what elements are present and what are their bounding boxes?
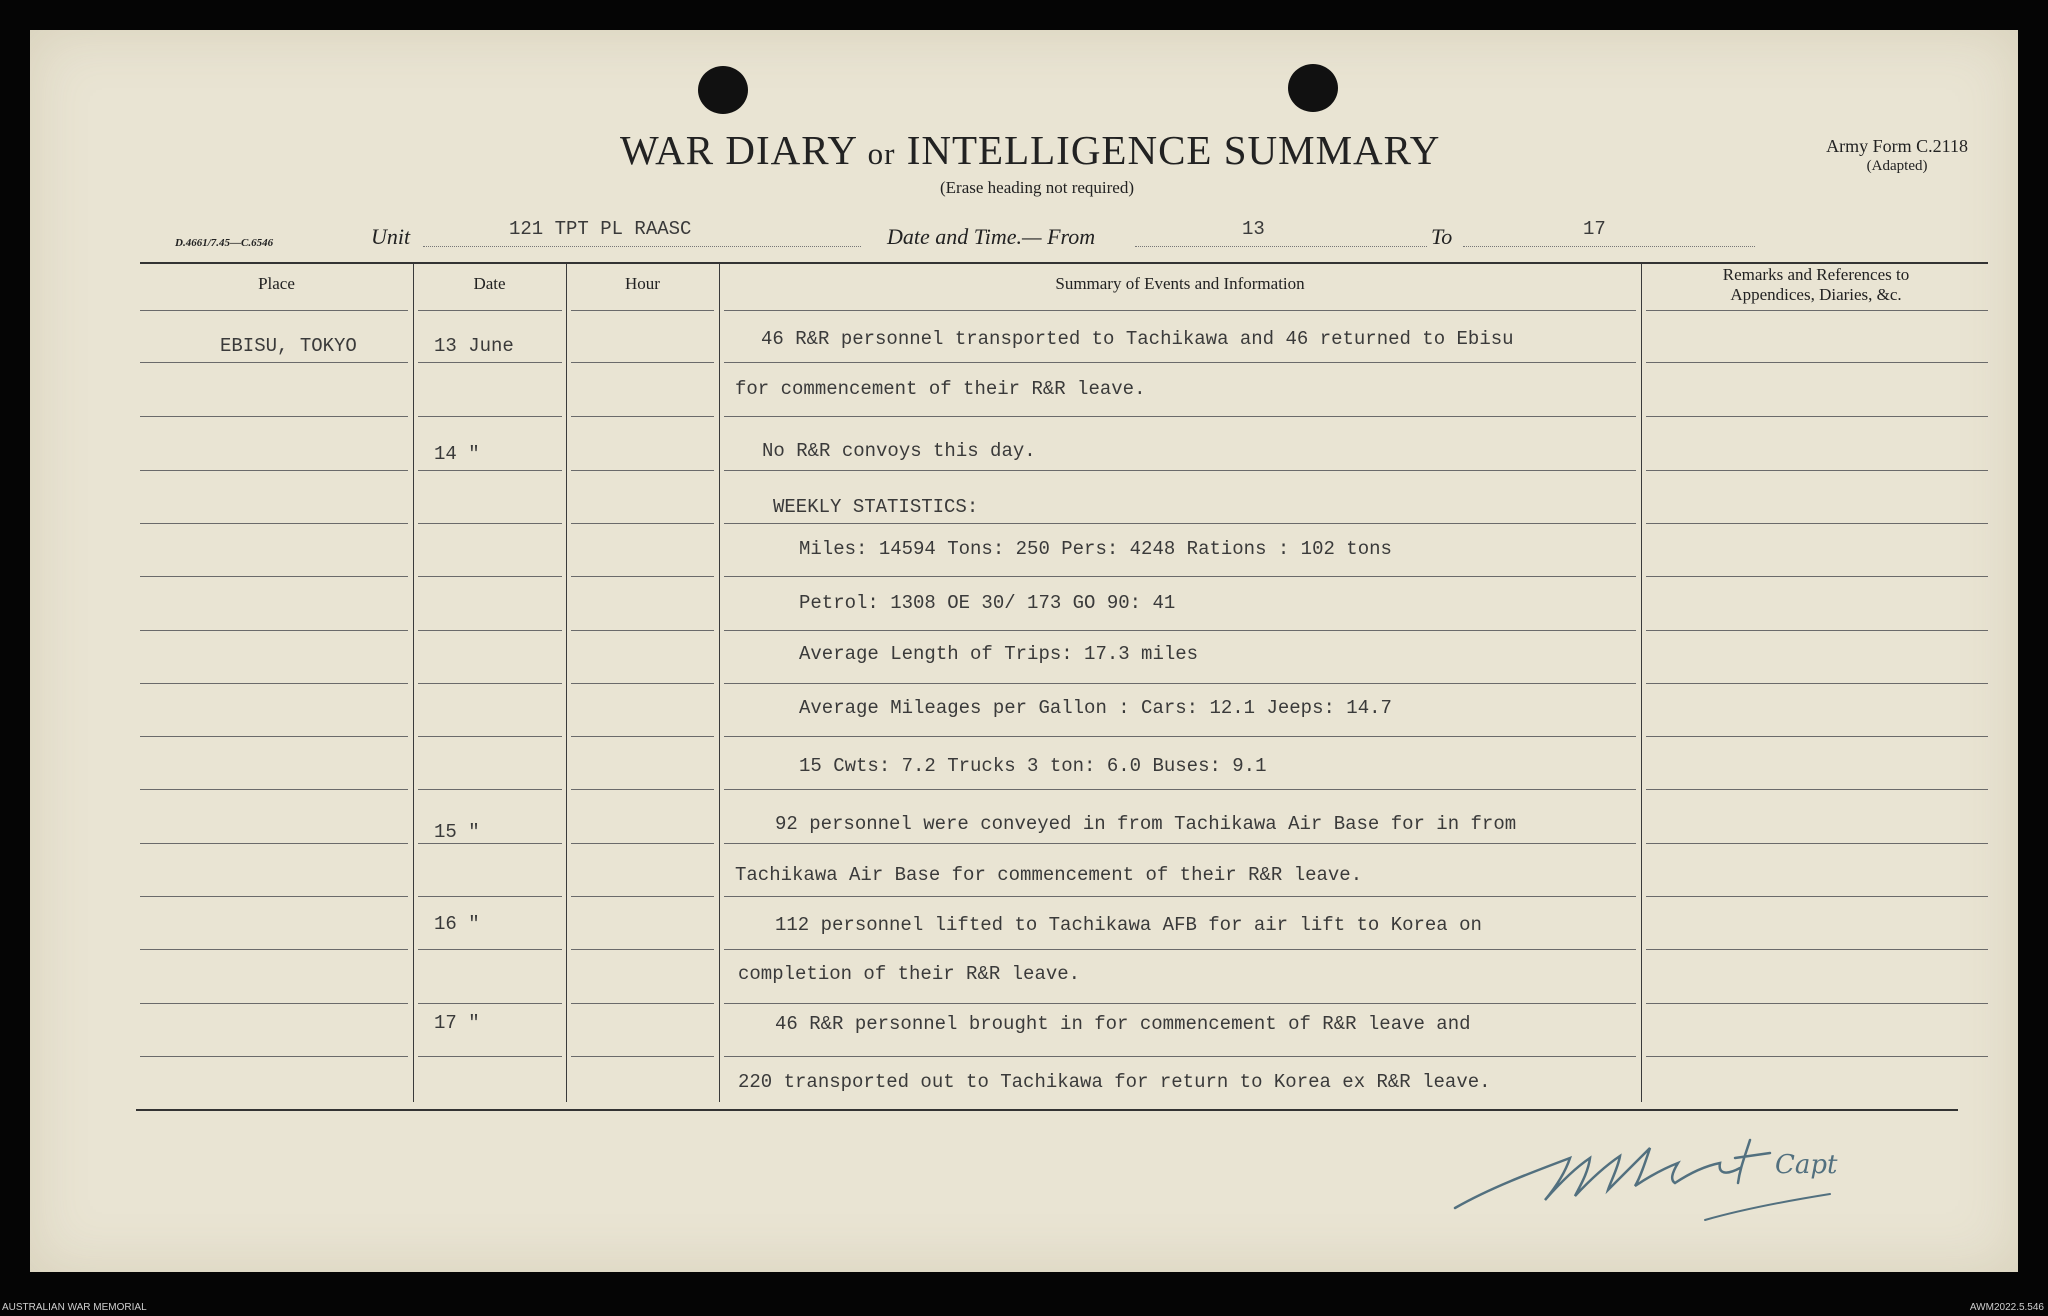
row-rule (724, 949, 1636, 950)
row-rule (418, 1056, 562, 1057)
row-rule (571, 1056, 714, 1057)
row-rule (418, 789, 562, 790)
column-header-place: Place (258, 274, 295, 293)
row-rule (1646, 310, 1988, 311)
place-cell: EBISU, TOKYO (220, 335, 357, 357)
date-cell-14: 14 " (434, 443, 480, 465)
summary-line: 220 transported out to Tachikawa for return to Korea ex R&R leave. (738, 1071, 1491, 1093)
row-rule (724, 1003, 1636, 1004)
table-top-rule (140, 262, 1988, 264)
summary-line: completion of their R&R leave. (738, 963, 1081, 985)
row-rule (571, 310, 714, 311)
row-rule (140, 523, 408, 524)
column-header-hour: Hour (625, 274, 660, 293)
column-header-remarks: Remarks and References to Appendices, Diaries, &c. (1722, 265, 1910, 304)
row-rule (571, 949, 714, 950)
to-underline (1463, 246, 1755, 247)
summary-line: Tachikawa Air Base for commencement of their R&R leave. (735, 864, 1363, 886)
col-divider-summary (1641, 264, 1642, 1102)
row-rule (724, 683, 1636, 684)
row-rule (1646, 630, 1988, 631)
row-rule (571, 362, 714, 363)
date-time-from-label: Date and Time.— From (887, 224, 1096, 249)
row-rule (140, 789, 408, 790)
row-rule (1646, 949, 1988, 950)
row-rule (140, 949, 408, 950)
row-rule (418, 576, 562, 577)
unit-value: 121 TPT PL RAASC (509, 218, 692, 240)
row-rule (418, 416, 562, 417)
row-rule (1646, 736, 1988, 737)
row-rule (140, 683, 408, 684)
row-rule (571, 416, 714, 417)
row-rule (140, 1003, 408, 1004)
row-rule (1646, 896, 1988, 897)
summary-line: 46 R&R personnel transported to Tachikawa and 46 returned to Ebisu (761, 328, 1514, 350)
summary-line: for commencement of their R&R leave. (735, 378, 1146, 400)
signature (1450, 1128, 1850, 1228)
form-code: D.4661/7.45—C.6546 (175, 237, 274, 249)
subtitle: (Erase heading not required) (940, 178, 1134, 197)
from-underline (1135, 246, 1427, 247)
row-rule (1646, 843, 1988, 844)
row-rule (724, 470, 1636, 471)
summary-line: Petrol: 1308 OE 30/ 173 GO 90: 41 (799, 592, 1176, 614)
date-cell-16: 16 " (434, 913, 480, 935)
summary-line: 92 personnel were conveyed in from Tachikawa Air Base for in from (775, 813, 1517, 835)
row-rule (418, 523, 562, 524)
row-rule (1646, 576, 1988, 577)
punch-hole-left (698, 66, 748, 114)
row-rule (724, 576, 1636, 577)
row-rule (571, 843, 714, 844)
row-rule (1646, 1003, 1988, 1004)
row-rule (140, 362, 408, 363)
column-header-date: Date (473, 274, 506, 293)
row-rule (571, 789, 714, 790)
row-rule (1646, 789, 1988, 790)
row-rule (724, 310, 1636, 311)
row-rule (724, 789, 1636, 790)
document-title: WAR DIARY or INTELLIGENCE SUMMARY (620, 127, 1441, 173)
unit-underline (423, 246, 861, 247)
punch-hole-right (1288, 64, 1338, 112)
row-rule (418, 362, 562, 363)
from-value: 13 (1242, 218, 1265, 240)
column-header-summary: Summary of Events and Information (1055, 274, 1305, 293)
row-rule (724, 896, 1636, 897)
summary-line: Miles: 14594 Tons: 250 Pers: 4248 Rations : 102 tons (799, 538, 1392, 560)
table-bottom-rule (136, 1109, 1958, 1111)
row-rule (724, 736, 1636, 737)
unit-label: Unit (371, 224, 411, 249)
svg-text:Capt: Capt (1775, 1150, 1838, 1180)
to-label: To (1431, 224, 1453, 249)
row-rule (724, 1056, 1636, 1057)
row-rule (1646, 470, 1988, 471)
row-rule (140, 416, 408, 417)
row-rule (418, 683, 562, 684)
row-rule (418, 896, 562, 897)
row-rule (1646, 683, 1988, 684)
date-cell-15: 15 " (434, 821, 480, 843)
col-divider-date (566, 264, 567, 1102)
row-rule (418, 630, 562, 631)
row-rule (140, 630, 408, 631)
row-rule (1646, 362, 1988, 363)
weekly-statistics-heading: WEEKLY STATISTICS: (773, 496, 979, 518)
row-rule (724, 416, 1636, 417)
row-rule (571, 683, 714, 684)
summary-line: 46 R&R personnel brought in for commencement of R&R leave and (775, 1013, 1471, 1035)
row-rule (140, 576, 408, 577)
row-rule (571, 576, 714, 577)
date-cell-13: 13 June (434, 335, 514, 357)
row-rule (140, 736, 408, 737)
row-rule (140, 470, 408, 471)
summary-line: 112 personnel lifted to Tachikawa AFB for air lift to Korea on (775, 914, 1482, 936)
row-rule (724, 843, 1636, 844)
col-divider-place (413, 264, 414, 1102)
row-rule (571, 470, 714, 471)
to-value: 17 (1583, 218, 1606, 240)
summary-line: No R&R convoys this day. (762, 440, 1036, 462)
row-rule (140, 310, 408, 311)
summary-line: Average Length of Trips: 17.3 miles (799, 643, 1199, 665)
row-rule (571, 630, 714, 631)
army-form-label: Army Form C.2118 (Adapted) (1826, 136, 1968, 174)
row-rule (140, 896, 408, 897)
col-divider-hour (719, 264, 720, 1102)
row-rule (418, 843, 562, 844)
row-rule (724, 523, 1636, 524)
row-rule (571, 896, 714, 897)
summary-line: Average Mileages per Gallon : Cars: 12.1 Jeeps: 14.7 (799, 697, 1392, 719)
row-rule (418, 1003, 562, 1004)
row-rule (418, 310, 562, 311)
row-rule (1646, 416, 1988, 417)
row-rule (418, 949, 562, 950)
row-rule (571, 736, 714, 737)
date-cell-17: 17 " (434, 1012, 480, 1034)
summary-line: 15 Cwts: 7.2 Trucks 3 ton: 6.0 Buses: 9.1 (799, 755, 1267, 777)
footer-left: AUSTRALIAN WAR MEMORIAL (2, 1302, 147, 1313)
row-rule (1646, 523, 1988, 524)
row-rule (571, 1003, 714, 1004)
row-rule (418, 470, 562, 471)
row-rule (571, 523, 714, 524)
row-rule (418, 736, 562, 737)
row-rule (1646, 1056, 1988, 1057)
row-rule (140, 843, 408, 844)
row-rule (724, 630, 1636, 631)
row-rule (140, 1056, 408, 1057)
footer-right: AWM2022.5.546 (1969, 1302, 2044, 1313)
row-rule (724, 362, 1636, 363)
